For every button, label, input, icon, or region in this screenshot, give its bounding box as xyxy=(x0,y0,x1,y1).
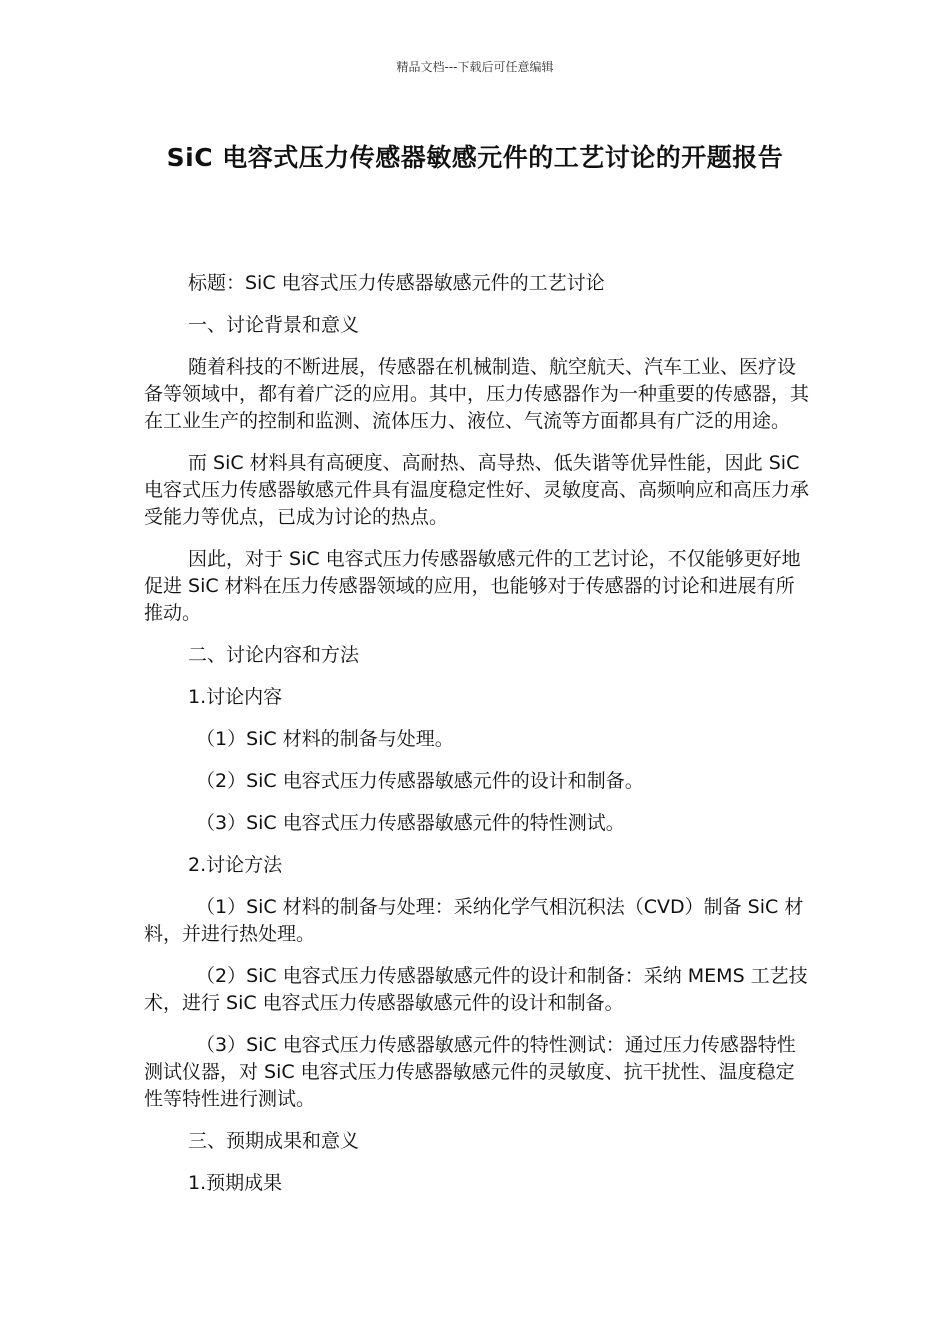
document-title: SiC 电容式压力传感器敏感元件的工艺讨论的开题报告 xyxy=(166,143,784,172)
paragraph: 因此，对于 SiC 电容式压力传感器敏感元件的工艺讨论，不仅能够更好地促进 SiC 材料在压力传感器领域的应用，也能够对于传感器的讨论和进展有所推动。 xyxy=(144,548,801,624)
list-item: （2）SiC 电容式压力传感器敏感元件的设计和制备：采纳 MEMS 工艺技术，进行 SiC 电容式压力传感器敏感元件的设计和制备。 xyxy=(144,965,808,1014)
subsection-heading-method: 2.讨论方法 xyxy=(188,854,283,876)
subsection-heading-expected: 1.预期成果 xyxy=(188,1172,283,1194)
list-item: （3）SiC 电容式压力传感器敏感元件的特性测试：通过压力传感器特性测试仪器，对 SiC 电容式压力传感器敏感元件的灵敏度、抗干扰性、温度稳定性等特性进行测试。 xyxy=(144,1034,796,1110)
list-item: （3）SiC 电容式压力传感器敏感元件的特性测试。 xyxy=(196,812,625,834)
document-body xyxy=(144,270,809,1212)
paragraph: 随着科技的不断进展，传感器在机械制造、航空航天、汽车工业、医疗设备等领域中，都有着广泛的应用。其中，压力传感器作为一种重要的传感器，其在工业生产的控制和监测、流体压力、液位、气流等方面都具有广泛的用途。 xyxy=(144,356,810,432)
subsection-heading-content: 1.讨论内容 xyxy=(188,686,283,708)
page-header: 精品文档---下载后可任意编辑 xyxy=(396,60,554,74)
section-heading-expected-results: 三、预期成果和意义 xyxy=(188,1130,360,1152)
section-heading-content-method: 二、讨论内容和方法 xyxy=(188,644,360,666)
paragraph: 而 SiC 材料具有高硬度、高耐热、高导热、低失谐等优异性能，因此 SiC 电容式压力传感器敏感元件具有温度稳定性好、灵敏度高、高频响应和高压力承受能力等优点，已成为讨论的热点。 xyxy=(144,452,810,528)
list-item: （1）SiC 材料的制备与处理：采纳化学气相沉积法（CVD）制备 SiC 材料，并进行热处理。 xyxy=(144,896,804,945)
list-item: （1）SiC 材料的制备与处理。 xyxy=(196,728,454,750)
list-item: （2）SiC 电容式压力传感器敏感元件的设计和制备。 xyxy=(196,770,644,792)
paragraph-topic: 标题：SiC 电容式压力传感器敏感元件的工艺讨论 xyxy=(188,272,605,294)
section-heading-background: 一、讨论背景和意义 xyxy=(188,314,360,336)
